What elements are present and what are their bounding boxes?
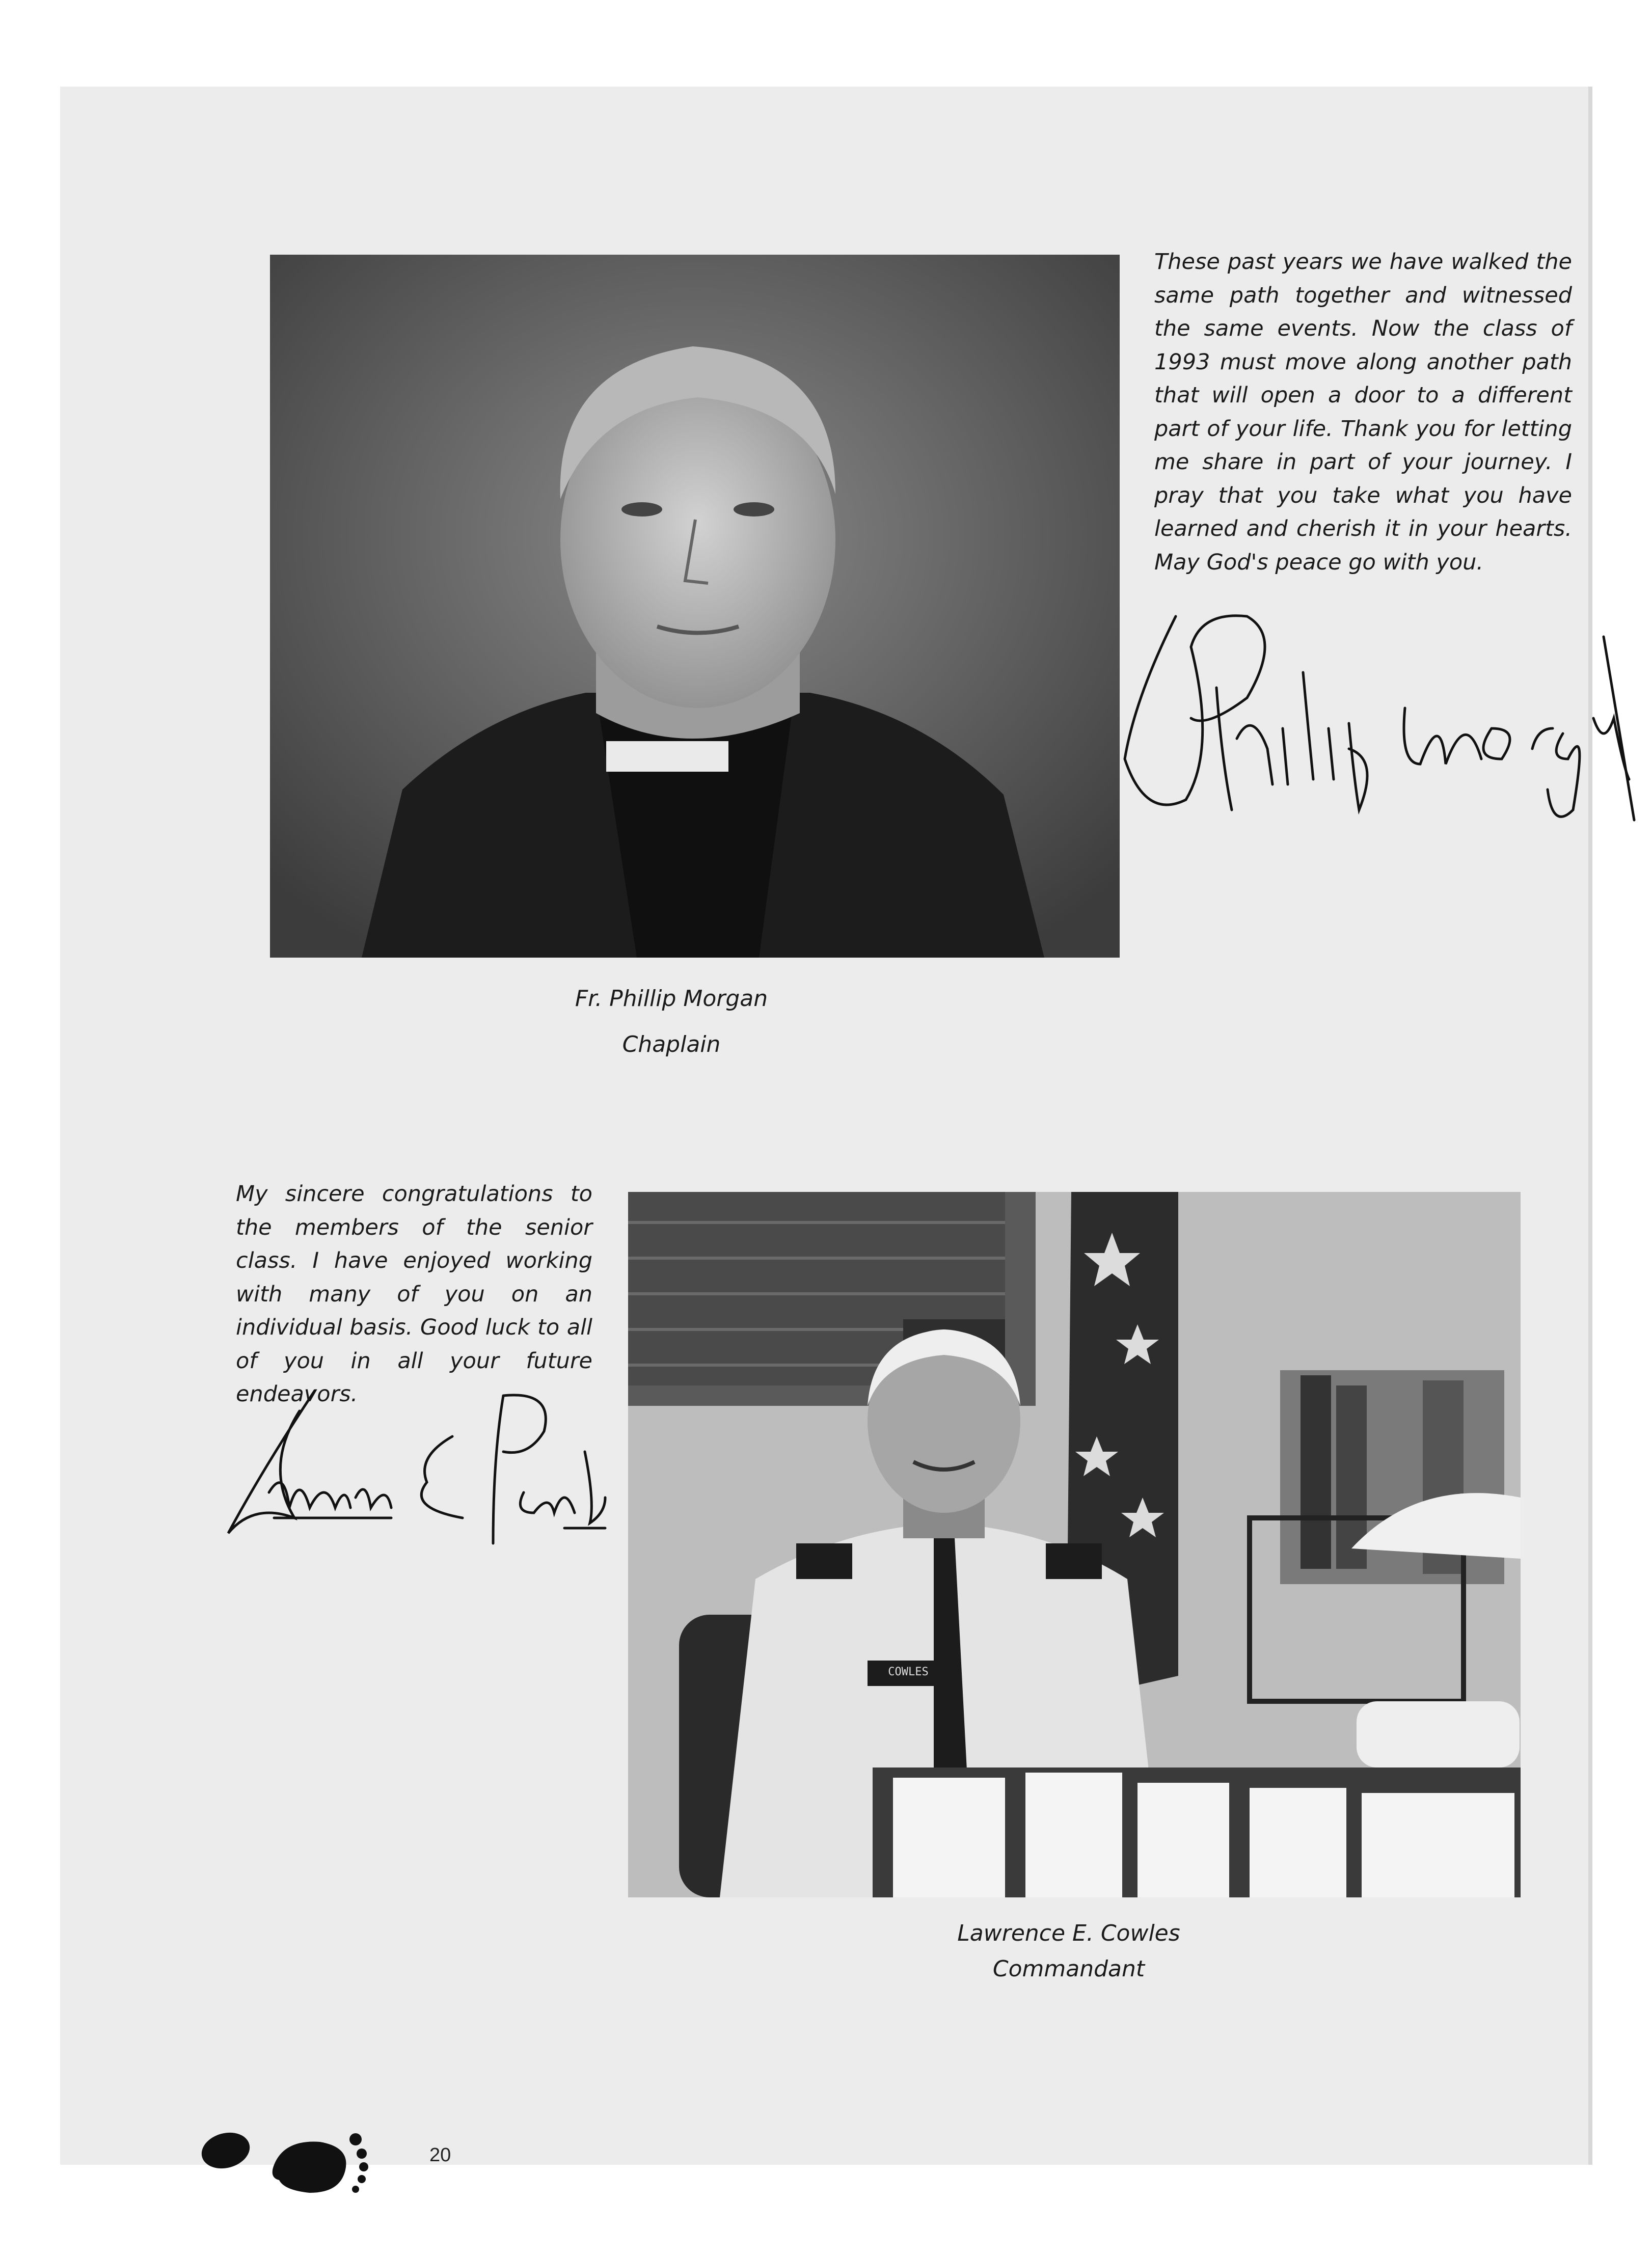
commandant-message: My sincere congratulations to the members of the senior class. I have enjoyed working with many of you on an individual basis. Good luck to all of you in all your future endeavors. — [236, 1181, 592, 1407]
page-number: 20 — [429, 2144, 451, 2166]
chaplain-message: These past years we have walked the same path together and witnessed the same events. Now the class of 1993 must move along another path that will open a door to a different part of your life. Thank you for letting me share in part of your journey. I pray that you take what you have learned and cherish it in your hearts. May God's peace go with you. — [1154, 249, 1572, 575]
commandant-name-tag: COWLES — [888, 1666, 929, 1678]
chaplain-name: Fr. Phillip Morgan — [575, 986, 768, 1012]
footprints-icon — [198, 2119, 391, 2195]
commandant-name: Lawrence E. Cowles — [957, 1920, 1180, 1946]
commandant-signature — [198, 1380, 615, 1548]
commandant-title: Commandant — [992, 1956, 1145, 1982]
commandant-office-photo — [628, 1192, 1521, 1897]
chaplain-title: Chaplain — [622, 1031, 721, 1057]
page-sheet — [60, 87, 1592, 2165]
chaplain-signature — [1115, 596, 1639, 835]
chaplain-portrait-photo — [270, 255, 1120, 958]
